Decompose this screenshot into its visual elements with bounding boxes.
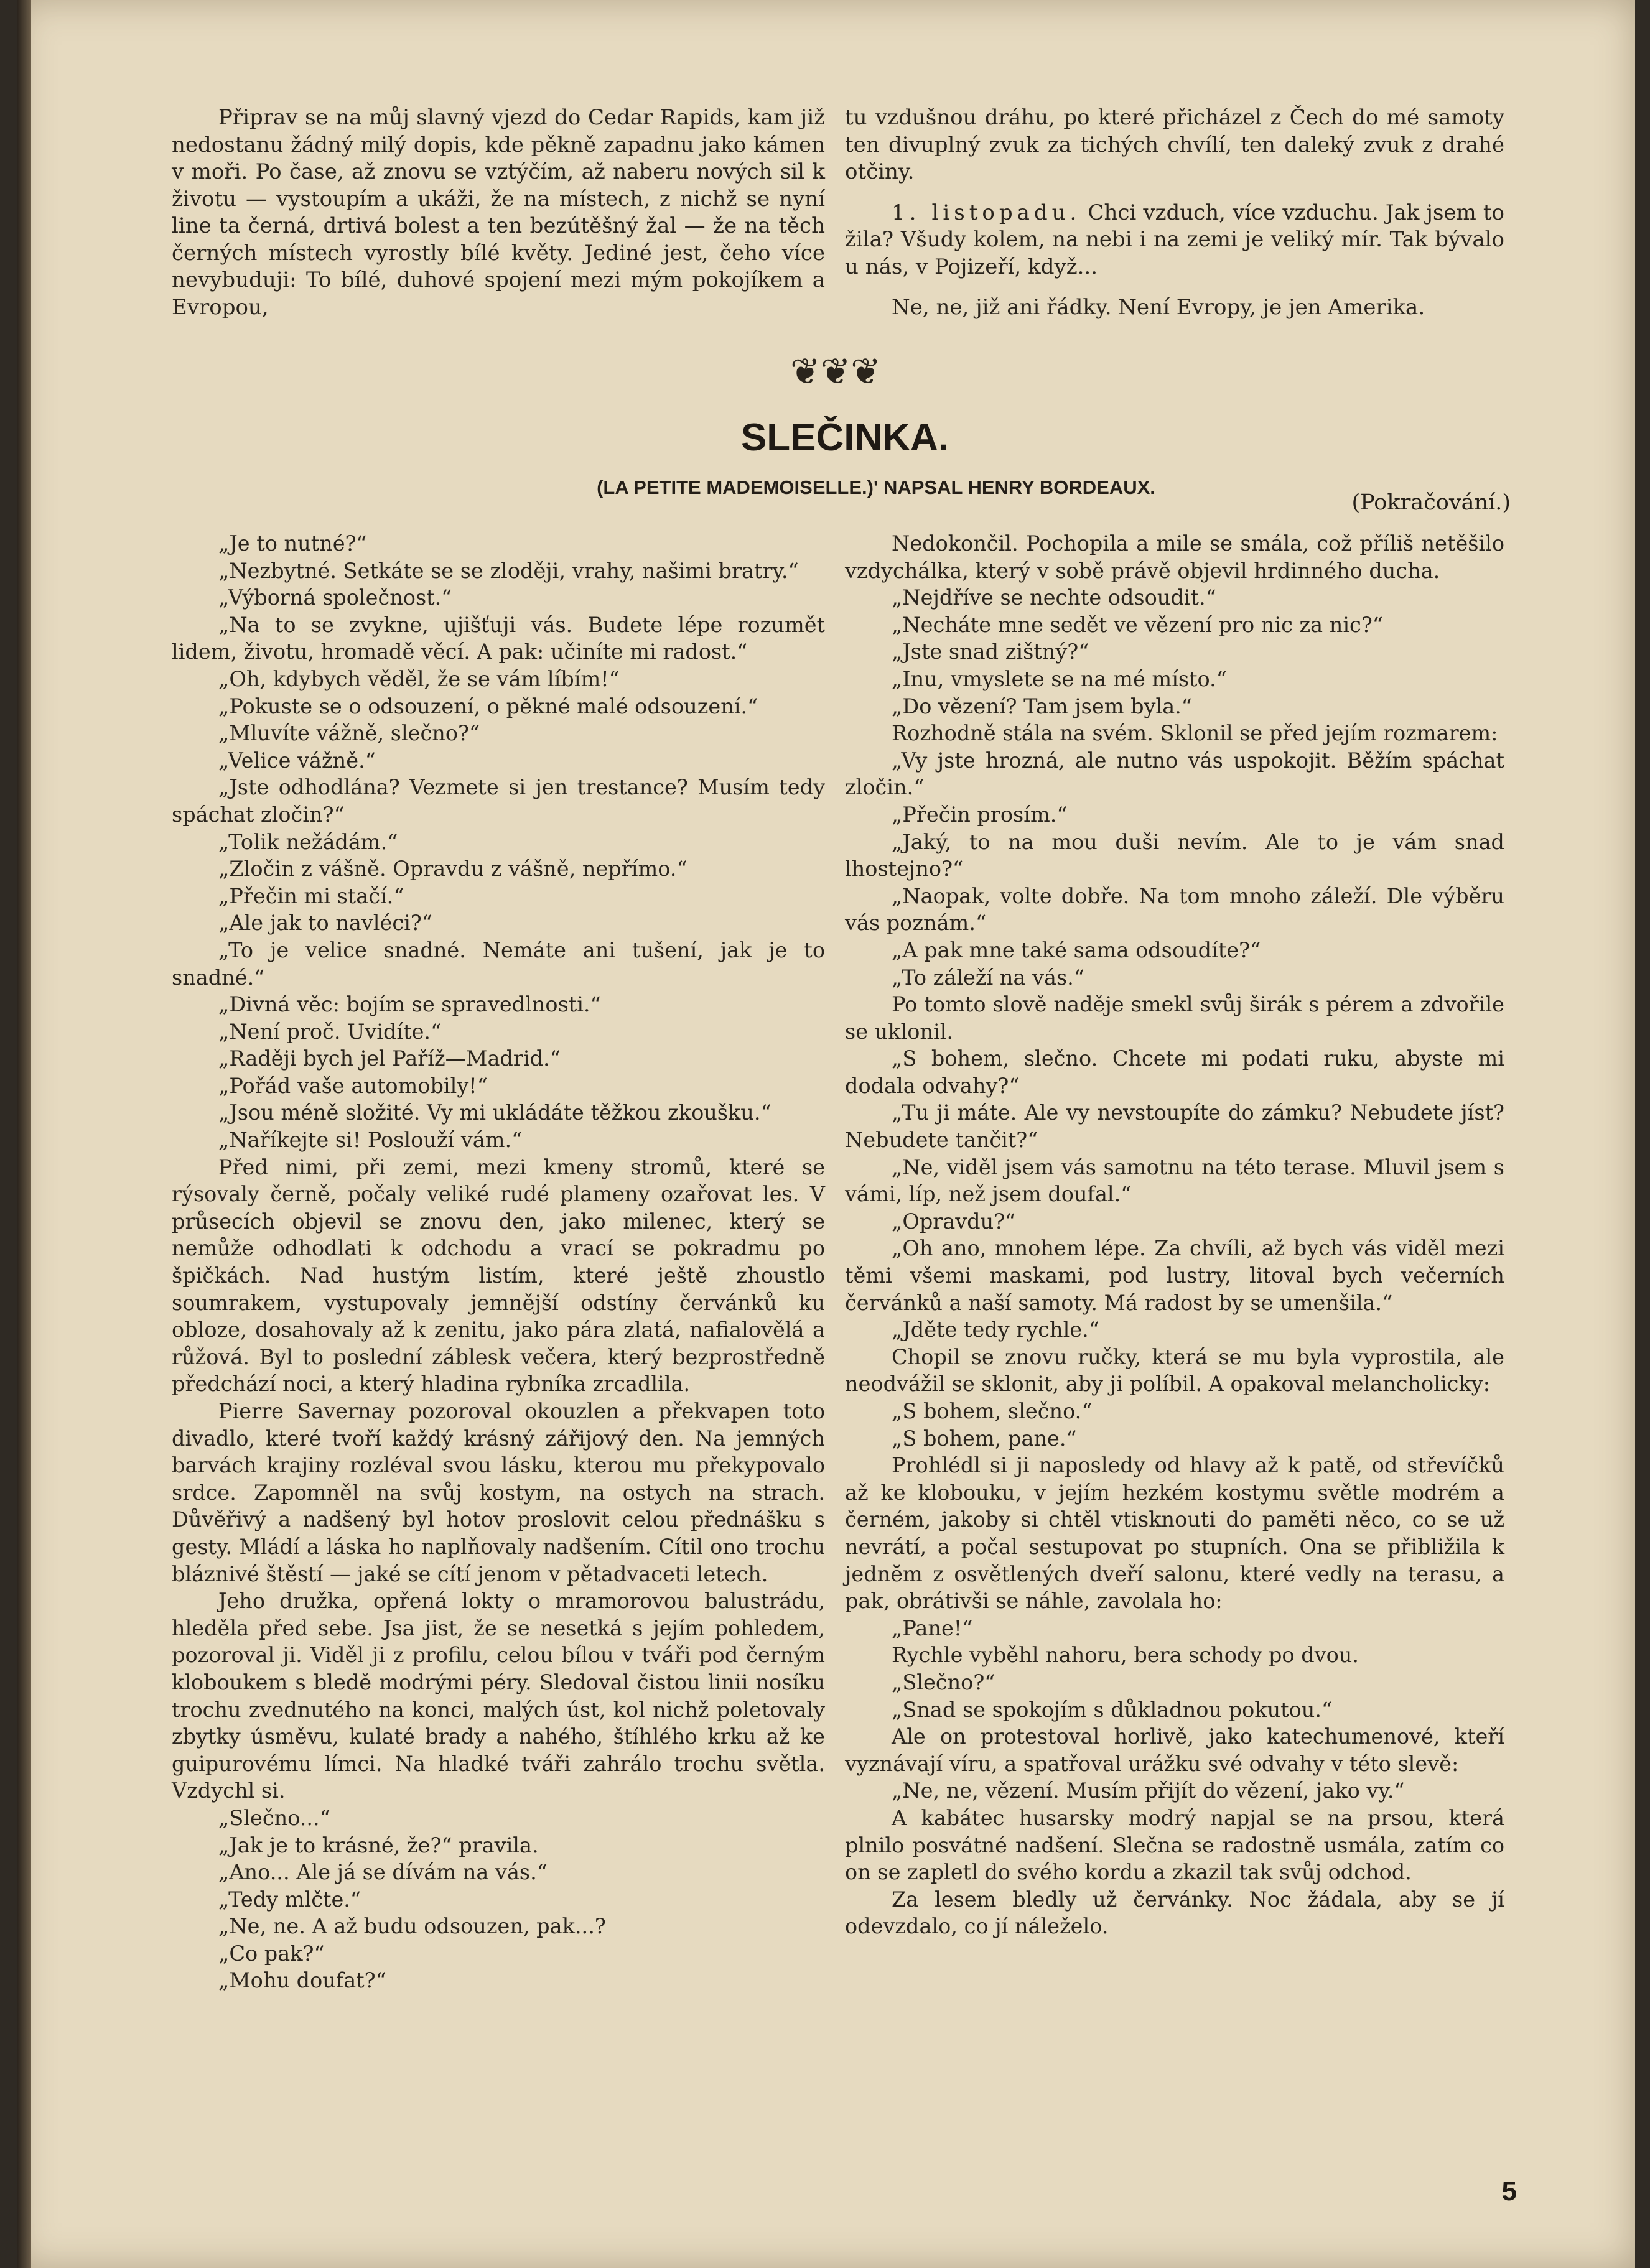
paragraph: „Oh ano, mnohem lépe. Za chvíli, až bych vás viděl mezi těmi všemi maskami, pod lustry, litoval bych večerních červánků a naší samoty. Má radost by se umenšila.“	[845, 1236, 1504, 1315]
paragraph: „Opravdu?“	[892, 1209, 1016, 1234]
previous-article-right-column	[845, 105, 1504, 322]
paragraph: Prohlédl si ji naposledy od hlavy až k patě, od střevíčků až ke klobouku, v jejím hezkém kostymu světle modrém a černém, jakoby si chtěl vtisknouti do paměti něco, co se už nevrátí, a počal sestupovat po stupních. Ona se přibližila k jednĕm z osvětlených dveří salonu, které vedly na terasu, a pak, obrátivši se náhle, zavolala ho:	[845, 1453, 1504, 1614]
article-title: SLEČINKA.	[740, 416, 949, 459]
paragraph: „Je to nutné?“	[218, 531, 367, 555]
continued-note: (Pokračování.)	[1351, 490, 1511, 515]
paragraph: „Přečin prosím.“	[892, 802, 1068, 827]
paragraph: Za lesem bledly už červánky. Noc žádala, aby se jí odevzdalo, co jí náleželo.	[845, 1887, 1504, 1939]
paragraph: „Snad se spokojím s důkladnou pokutou.“	[892, 1697, 1333, 1722]
paragraph: „Naříkejte si! Poslouží vám.“	[218, 1128, 523, 1153]
paragraph: „Jsou méně složité. Vy mi ukládáte těžkou zkoušku.“	[218, 1100, 771, 1125]
paragraph: „Tolik nežádám.“	[218, 829, 398, 854]
paragraph: „Nezbytné. Setkáte se se zloději, vrahy, našimi bratry.“	[218, 558, 799, 583]
paragraph: „Na to se zvykne, ujišťuji vás. Budete lépe rozumět lidem, životu, hromadě věcí. A pak: učiníte mi radost.“	[172, 612, 825, 664]
paragraph: „Slečno?“	[892, 1670, 995, 1694]
article-right-column	[845, 530, 1504, 1940]
paragraph: „Naopak, volte dobře. Na tom mnoho záleží. Dle výběru vás poznám.“	[845, 883, 1504, 936]
paragraph: „Slečno...“	[218, 1805, 330, 1830]
article-left-column	[172, 530, 825, 1994]
paragraph: „Co pak?“	[218, 1941, 325, 1966]
paragraph: „Oh, kdybych věděl, že se vám líbím!“	[218, 666, 620, 691]
paragraph: „Ano... Ale já se dívám na vás.“	[218, 1860, 548, 1885]
paragraph: Chopil se znovu ručky, která se mu byla vyprostila, ale neodvážil se sklonit, aby ji políbil. A opakoval melancholicky:	[845, 1344, 1504, 1397]
paragraph: „Necháte mne sedět ve vězení pro nic za nic?“	[892, 612, 1383, 637]
paragraph: „Vy jste hrozná, ale nutno vás uspokojit. Běžím spáchat zločin.“	[845, 748, 1504, 800]
paragraph: Rychle vyběhl nahoru, bera schody po dvou.	[892, 1643, 1359, 1668]
paragraph: „To záleží na vás.“	[892, 965, 1084, 990]
paragraph: „Jste snad zištný?“	[892, 639, 1089, 664]
paragraph: „Výborná společnost.“	[218, 585, 452, 610]
paragraph: „Jste odhodlána? Vezmete si jen trestance? Musím tedy spáchat zločin?“	[172, 775, 825, 827]
closing-line: Ne, ne, již ani řádky. Není Evropy, je jen Amerika.	[892, 295, 1425, 320]
paragraph: „Jaký, to na mou duši nevím. Ale to je vám snad lhostejno?“	[845, 829, 1504, 881]
paragraph: „To je velice snadné. Nemáte ani tušení, jak je to snadné.“	[172, 937, 825, 990]
paragraph: „Přečin mi stačí.“	[218, 883, 404, 908]
paragraph: Pierre Savernay pozoroval okouzlen a překvapen toto divadlo, které tvoří každý krásný zářijový den. Na jemných barvách krajiny rozléval svou lásku, kterou mu překypovalo srdce. Zapomněl na svůj kostym, na ostych na strach. Důvěřivý a nadšený byl hotov proslovit celou přednášku s gesty. Mládí a láska ho naplňovaly nadšením. Cítil ono trochu bláznivé štěstí — jaké se cítí jenom v pětadvaceti letech.	[172, 1399, 825, 1586]
paragraph: „Pokuste se o odsouzení, o pěkné malé odsouzení.“	[218, 694, 758, 718]
diary-text: Chci vzduch, více vzduchu. Jak jsem to žila? Všudy kolem, na nebi i na zemi je veliký mír. Tak bývalo u nás, v Pojizeří, když...	[845, 200, 1505, 279]
paragraph: Po tomto slově naděje smekl svůj širák s pérem a zdvořile se uklonil.	[845, 992, 1504, 1044]
paragraph: „Ne, viděl jsem vás samotnu na této terase. Mluvil jsem s vámi, líp, než jsem doufal.“	[845, 1155, 1504, 1207]
paragraph: Ale on protestoval horlivě, jako katechumenové, kteří vyznávají víru, a spatřoval urážku své odvahy v této slevě:	[845, 1724, 1504, 1776]
paragraph: „Raději bych jel Paříž—Madrid.“	[218, 1046, 561, 1071]
paragraph: „Ne, ne, vězení. Musím přijít do vězení, jako vy.“	[892, 1778, 1405, 1803]
paragraph: „S bohem, slečno. Chcete mi podati ruku, abyste mi dodala odvahy?“	[845, 1046, 1504, 1098]
paragraph: „S bohem, slečno.“	[892, 1399, 1093, 1423]
diary-date: 1. listopadu.	[892, 200, 1081, 225]
paragraph: „Mluvíte vážně, slečno?“	[218, 721, 480, 746]
paragraph: „Pane!“	[892, 1615, 973, 1640]
paragraph: A kabátec husarsky modrý napjal se na prsou, která plnilo posvátné nadšení. Slečna se radostně usmála, zatím co on se zapletl do svého kordu a zkazil tak svůj odchod.	[845, 1805, 1504, 1885]
paragraph: „Ale jak to navléci?“	[218, 911, 432, 936]
paragraph: Jeho družka, opřená lokty o mramorovou balustrádu, hleděla před sebe. Jsa jist, že se nesetká s jejím pohledem, pozoroval ji. Viděl ji z profilu, celou bílou v tváři pod černým kloboukem s bledě modrými péry. Sledoval čistou linii nosíku trochu zvednutého na konci, malých úst, kol nichž poletovaly zbytky úsměvu, kulaté brady a nahého, štíhlého krku až ke guipurovému límci. Na hladké tváři zahrálo trochu světla. Vzdychl si.	[172, 1589, 825, 1803]
ornament-divider: ❦❦❦	[790, 350, 881, 393]
diary-entry	[845, 200, 1504, 281]
article-byline: (LA PETITE MADEMOISELLE.)' NAPSAL HENRY BORDEAUX.	[597, 476, 1155, 498]
paragraph: „Pořád vaše automobily!“	[218, 1073, 488, 1098]
paragraph: Před nimi, při zemi, mezi kmeny stromů, které se rýsovaly černě, počaly veliké rudé plameny ozařovat les. V průsecích objevil se znovu den, jako milenec, který se nemůže odhodlati k odchodu a vrací se pokradmu po špičkách. Nad hustým listím, které ještě zhoustlo soumrakem, vystupovaly jemnější odstíny červánků ku obloze, dosahovaly až k zenitu, jako pára zlatá, nafialovělá a růžová. Byl to poslední záblesk večera, který bezprostředně předchází noci, a který hladina rybníka zrcadlila.	[172, 1155, 825, 1397]
page-number: 5	[1501, 2176, 1517, 2206]
paragraph: tu vzdušnou dráhu, po které přicházel z Čech do mé samoty ten divuplný zvuk za tichých chvílí, ten daleký zvuk z drahé otčiny.	[845, 105, 1504, 184]
binding-edge	[17, 0, 31, 2268]
paragraph: „Do vězení? Tam jsem byla.“	[892, 694, 1192, 718]
paragraph: „S bohem, pane.“	[892, 1426, 1077, 1451]
paragraph: „Tedy mlčte.“	[218, 1887, 361, 1912]
paragraph: Nedokončil. Pochopila a mile se smála, což příliš netěšilo vzdychálka, který v sobě právě objevil hrdinného ducha.	[845, 531, 1504, 583]
paragraph: „Není proč. Uvidíte.“	[218, 1019, 442, 1044]
paragraph: „Zločin z vášně. Opravdu z vášně, nepřímo.“	[218, 857, 688, 881]
paragraph: „A pak mne také sama odsoudíte?“	[892, 937, 1261, 962]
paragraph: Rozhodně stála na svém. Sklonil se před jejím rozmarem:	[892, 721, 1498, 746]
paragraph: „Tu ji máte. Ale vy nevstoupíte do zámku? Nebudete jíst? Nebudete tančit?“	[845, 1100, 1504, 1153]
paragraph: „Nejdříve se nechte odsoudit.“	[892, 585, 1216, 610]
paragraph: „Divná věc: bojím se spravedlnosti.“	[218, 992, 601, 1017]
page	[17, 0, 1635, 2268]
paragraph: „Jděte tedy rychle.“	[892, 1318, 1099, 1342]
paragraph: „Inu, vmyslete se na mé místo.“	[892, 666, 1227, 691]
previous-article-left-column	[172, 105, 825, 321]
paragraph: „Velice vážně.“	[218, 748, 376, 773]
paragraph: „Mohu doufat?“	[218, 1968, 386, 1993]
paragraph: Připrav se na můj slavný vjezd do Cedar Rapids, kam již nedostanu žádný milý dopis, kde pěkně zapadnu jako kámen v moři. Po čase, až znovu se vztýčím, až naberu nových sil k životu — vystoupím a ukáži, že na místech, z nichž se nyní line ta černá, drtivá bolest a ten bezútěšný žal — že na těch černých místech vyrostly bílé květy. Jediné jest, čeho více nevybuduji: To bílé, duhové spojení mezi mým pokojíkem a Evropou,	[172, 105, 825, 320]
paragraph: „Jak je to krásné, že?“ pravila.	[218, 1833, 539, 1857]
paragraph: „Ne, ne. A až budu odsouzen, pak...?	[218, 1914, 606, 1939]
